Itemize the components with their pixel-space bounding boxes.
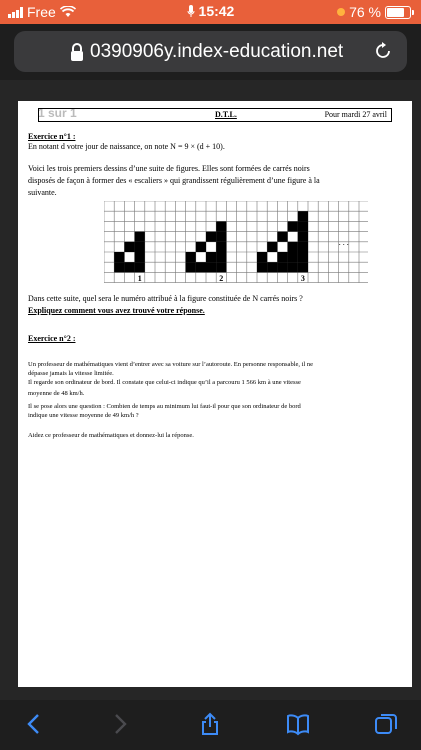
browser-toolbar — [0, 700, 421, 750]
black-square — [135, 242, 145, 252]
bookmarks-icon[interactable] — [286, 712, 310, 736]
black-square — [135, 232, 145, 242]
black-square — [216, 262, 226, 272]
exercise1-title: Exercice n°1 : — [28, 132, 76, 141]
black-square — [206, 232, 216, 242]
black-square — [114, 262, 124, 272]
black-square — [298, 221, 308, 231]
black-square — [288, 221, 298, 231]
battery-icon — [385, 6, 411, 19]
black-square — [124, 242, 134, 252]
status-bar — [0, 0, 421, 24]
black-square — [196, 242, 206, 252]
share-icon[interactable] — [198, 712, 222, 736]
black-square — [277, 232, 287, 242]
black-square — [216, 221, 226, 231]
figure-ellipsis: . . . — [338, 237, 349, 247]
figure-label: 2 — [219, 273, 224, 283]
black-square — [298, 252, 308, 262]
black-square — [267, 262, 277, 272]
black-square — [186, 262, 196, 272]
exercise1-instruction: Expliquez comment vous avez trouvé votre réponse. — [28, 306, 205, 315]
back-icon[interactable] — [22, 712, 46, 736]
url-text: 0390906y.index-education.net — [90, 40, 344, 62]
black-square — [277, 262, 287, 272]
black-square — [298, 262, 308, 272]
document-page — [18, 101, 412, 687]
due-date: Pour mardi 27 avril — [324, 110, 387, 119]
black-square — [135, 262, 145, 272]
clock: 15:42 — [198, 3, 235, 19]
exercise2-title: Exercice n°2 : — [28, 334, 76, 343]
black-square — [298, 211, 308, 221]
exercise1-line1: En notant d votre jour de naissance, on note N = 9 × (d + 10). — [28, 142, 225, 151]
black-square — [267, 242, 277, 252]
recording-dot-icon — [337, 8, 345, 16]
course-title: D.T.L. — [215, 110, 237, 119]
carrier-label: Free — [27, 4, 56, 20]
forward-icon[interactable] — [108, 712, 132, 736]
black-square — [216, 232, 226, 242]
document-header — [38, 108, 392, 122]
black-square — [288, 242, 298, 252]
black-square — [216, 252, 226, 262]
black-square — [298, 242, 308, 252]
reload-icon[interactable] — [373, 41, 393, 61]
black-square — [298, 232, 308, 242]
url-field[interactable] — [14, 31, 407, 72]
black-square — [288, 262, 298, 272]
black-square — [124, 262, 134, 272]
address-bar — [0, 24, 421, 80]
web-content[interactable] — [0, 80, 421, 700]
black-square — [257, 262, 267, 272]
exercise2-line2: dépasse jamais la vitesse limitée. — [28, 370, 114, 377]
exercise2-line6: indique une vitesse moyenne de 49 km/h ? — [28, 412, 139, 419]
black-square — [186, 252, 196, 262]
black-square — [257, 252, 267, 262]
tabs-icon[interactable] — [374, 712, 398, 736]
black-square — [135, 252, 145, 262]
exercise2-line3: Il regarde son ordinateur de bord. Il constate que celui-ci indique qu’il a parcouru 1 566 km à une vitesse — [28, 379, 301, 386]
black-square — [216, 242, 226, 252]
black-square — [206, 262, 216, 272]
lock-icon — [70, 42, 84, 62]
black-square — [206, 252, 216, 262]
exercise2-line4: moyenne de 48 km/h. — [28, 390, 85, 397]
exercise1-para3: suivante. — [28, 188, 57, 197]
page-indicator: 1 sur 1 — [38, 106, 77, 120]
black-square — [277, 252, 287, 262]
figure-label: 1 — [137, 273, 142, 283]
exercise2-line7: Aidez ce professeur de mathématiques et donnez-lui la réponse. — [28, 432, 194, 439]
microphone-icon — [187, 5, 195, 17]
exercise2-line5: Il se pose alors une question : Combien de temps au minimum lui faut-il pour que son ordinateur de bord — [28, 403, 301, 410]
black-square — [114, 252, 124, 262]
staircase-figure — [104, 201, 368, 287]
exercise1-para1: Voici les trois premiers dessins d’une suite de figures. Elles sont formées de carrés noirs — [28, 164, 310, 173]
figure-label: 3 — [300, 273, 305, 283]
black-square — [288, 252, 298, 262]
battery-fill — [387, 8, 404, 17]
exercise2-line1: Un professeur de mathématiques vient d’entrer avec sa voiture sur l’autoroute. En personne responsable, il ne — [28, 361, 314, 368]
battery-percent: 76 % — [349, 4, 381, 20]
exercise1-question: Dans cette suite, quel sera le numéro attribué à la figure constituée de N carrés noirs ? — [28, 294, 303, 303]
black-square — [196, 262, 206, 272]
exercise1-para2: disposés de façon à former des « escaliers » qui grandissent régulièrement d’une figure à la — [28, 176, 320, 185]
